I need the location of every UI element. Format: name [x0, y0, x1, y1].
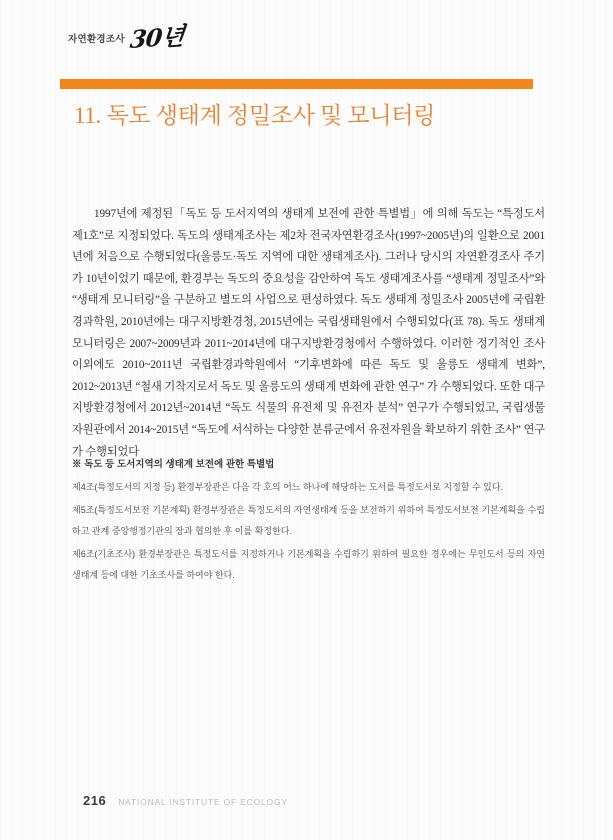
body-paragraph: 1997년에 제정된「독도 등 도서지역의 생태계 보전에 관한 특별법」에 의해 독도는 “특정도서 제1호”로 지정되었다. 독도의 생태계조사는 제2차 전국자연환경조사(1997~2005년)의 일환으로 2001년에 처음으로 수행되었다(울릉도·독도 지역에 대한 생태계조사). 그러나 당시의 자연환경조사 주기가 10년이었기 때문에, 환경부는 독도의 중요성을 감안하여 독도 생태계조사를 “생태계 정밀조사”와 “생태계 모니터링”을 구분하고 별도의 사업으로 편성하였다. 독도 생태계 정밀조사 2005년에 국립환경과학원, 2010년에는 대구지방환경청, 2015년에는 국립생태원에서 수행되었다(표 78). 독도 생태계 모니터링은 2007~2009년과 2011~2014년에 대구지방환경청에서 수행하였다. 이러한 정기적인 조사 이외에도 2010~2011년 국립환경과학원에서 “기후변화에 따른 독도 및 울릉도 생태계 변화”, 2012~2013년 “철새 기착지로서 독도 및 울릉도의 생태계 변화에 관한 연구” 가 수행되었다. 또한 대구지방환경청에서 2012년~2014년 “독도 식물의 유전체 및 유전자 분석” 연구가 수행되었고, 국립생물자원관에서 2014~2015년 “독도에 서식하는 다양한 분류군에서 유전자원을 확보하기 위한 조사” 연구가 수행되었다	[72, 208, 545, 458]
brand-label: 자연환경조사	[68, 34, 125, 45]
section-accent-bar	[60, 79, 533, 89]
law-article-6: 제6조(기초조사) 환경부장관은 특정도서를 지정하거나 기본계획을 수립하기 위하여 필요한 경우에는 무인도서 등의 자연생태계 등에 대한 기초조사를 하여야 한다.	[72, 549, 545, 580]
page-number: 216	[83, 793, 107, 808]
page-title: 11. 독도 생태계 정밀조사 및 모니터링	[74, 103, 436, 128]
law-note-section	[72, 456, 545, 588]
law-article-4: 제4조(특정도서의 지정 등) 환경부장관은 다음 각 호의 어느 하나에 해당하는 도서를 특정도서로 지정할 수 있다.	[72, 482, 504, 492]
institute-name: NATIONAL INSTITUTE OF ECOLOGY	[118, 797, 288, 807]
brand-year-logo: 30년	[128, 20, 185, 55]
brand-header	[68, 20, 185, 55]
law-article-5: 제5조(특정도서보전 기본계획) 환경부장관은 특정도서의 자연생태계 등을 보전하기 위하여 특정도서보전 기본계획을 수립하고 관계 중앙행정기관의 장과 협의한 후 이를 확정한다.	[72, 505, 545, 536]
law-note-heading: ※ 독도 등 도서지역의 생태계 보전에 관한 특별법	[72, 459, 275, 470]
page-footer	[83, 793, 288, 808]
